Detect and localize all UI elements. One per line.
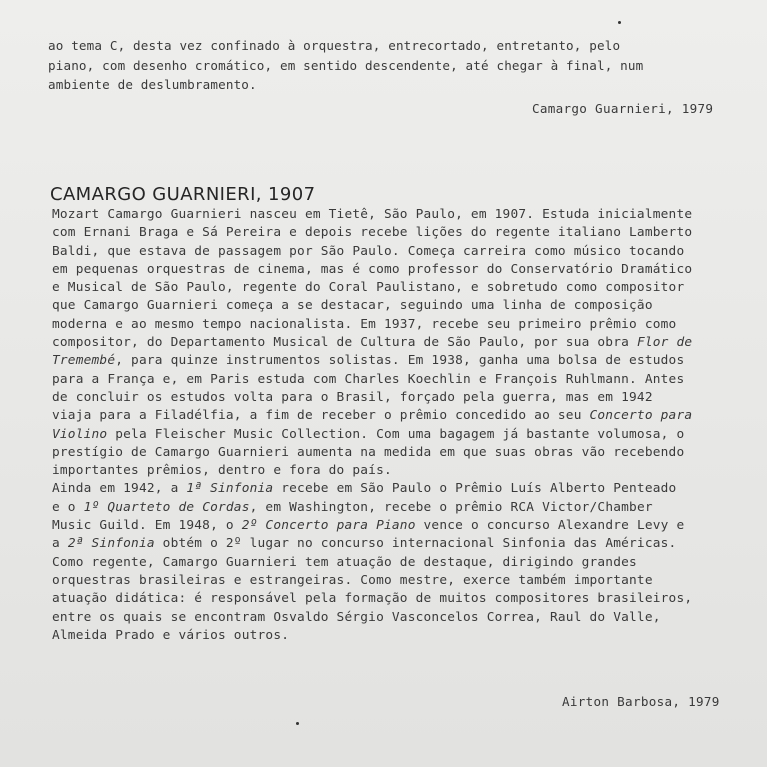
biography-line <box>52 371 692 389</box>
intro-paragraph <box>48 36 643 95</box>
work-title: 2ª Sinfonia <box>67 536 155 552</box>
biography-line <box>52 297 692 315</box>
text-segment: compositor, do Departamento Musical de Cultura de São Paulo, por sua obra <box>52 335 637 351</box>
page-speck-bottom <box>296 722 299 725</box>
biography-line <box>52 444 692 462</box>
biography-line <box>52 261 692 279</box>
biography-line <box>52 407 692 425</box>
text-segment: Ainda em 1942, a <box>52 481 187 497</box>
biography-line <box>52 243 692 261</box>
biography-line <box>52 535 692 553</box>
text-segment: orquestras brasileiras e estrangeiras. Como mestre, exerce também importante <box>52 572 653 588</box>
biography-signature: Airton Barbosa, 1979 <box>562 694 720 709</box>
biography-line <box>52 590 692 608</box>
text-segment: pela Fleischer Music Collection. Com uma bagagem já bastante volumosa, o <box>107 426 685 442</box>
text-segment: atuação didática: é responsável pela formação de muitos compositores brasileiros, <box>52 591 693 607</box>
work-title: Violino <box>52 426 108 442</box>
text-segment: para a França e, em Paris estuda com Charles Koechlin e François Ruhlmann. Antes <box>52 371 685 387</box>
biography-line <box>52 480 692 498</box>
biography-line <box>52 389 692 407</box>
text-segment: e o <box>52 499 84 515</box>
page-speck-top <box>618 21 621 24</box>
text-segment: importantes prêmios, dentro e fora do país. <box>52 463 392 479</box>
biography-line <box>52 316 692 334</box>
biography-line <box>52 627 692 645</box>
text-segment: viaja para a Filadélfia, a fim de receber o prêmio concedido ao seu <box>52 408 590 424</box>
biography-line <box>52 609 692 627</box>
intro-line: piano, com desenho cromático, em sentido descendente, até chegar à final, num <box>48 57 644 73</box>
text-segment: e Musical de São Paulo, regente do Coral Paulistano, e sobretudo como compositor <box>52 280 685 296</box>
text-segment: Almeida Prado e vários outros. <box>52 627 290 643</box>
biography-line <box>52 224 692 242</box>
work-title: Flor de <box>636 335 693 351</box>
biography-line <box>52 554 692 572</box>
text-segment: Mozart Camargo Guarnieri nasceu em Tietê, São Paulo, em 1907. Estuda inicialmente <box>52 207 693 222</box>
section-heading: CAMARGO GUARNIERI, 1907 <box>50 184 316 206</box>
intro-line: ambiente de deslumbramento. <box>48 77 257 92</box>
biography-line <box>52 334 692 352</box>
work-title: Tremembé <box>52 353 116 369</box>
biography-line <box>52 462 692 480</box>
text-segment: que Camargo Guarnieri começa a se destacar, seguindo uma linha de composição <box>52 298 653 314</box>
text-segment: vence o concurso Alexandre Levy e <box>415 518 685 534</box>
intro-line: ao tema C, desta vez confinado à orquestra, entrecortado, entretanto, pelo <box>48 38 621 53</box>
text-segment: , em Washington, recebe o prêmio RCA Victor/Chamber <box>249 499 653 515</box>
biography-paragraph <box>52 206 692 645</box>
text-segment: entre os quais se encontram Osvaldo Sérgio Vasconcelos Correa, Raul do Valle, <box>52 609 661 625</box>
biography-line <box>52 279 692 297</box>
work-title: 2º Concerto para Piano <box>241 518 416 534</box>
text-segment: obtém o 2º lugar no concurso internacional Sinfonia das Américas. <box>154 536 677 552</box>
biography-line <box>52 517 692 535</box>
text-segment: Como regente, Camargo Guarnieri tem atuação de destaque, dirigindo grandes <box>52 554 637 570</box>
text-segment: Music Guild. Em 1948, o <box>52 518 242 534</box>
biography-line <box>52 499 692 517</box>
biography-line <box>52 206 692 224</box>
biography-line <box>52 572 692 590</box>
text-segment: prestígio de Camargo Guarnieri aumenta na medida em que suas obras vão recebendo <box>52 444 685 460</box>
text-segment: Baldi, que estava de passagem por São Paulo. Começa carreira como músico tocando <box>52 243 685 259</box>
work-title: 1º Quarteto de Cordas <box>83 499 250 515</box>
work-title: 1ª Sinfonia <box>186 481 274 497</box>
text-segment: , para quinze instrumentos solistas. Em 1938, ganha uma bolsa de estudos <box>115 353 685 369</box>
text-segment: a <box>52 536 68 552</box>
biography-line <box>52 426 692 444</box>
text-segment: moderna e ao mesmo tempo nacionalista. Em 1937, recebe seu primeiro prêmio como <box>52 316 677 332</box>
biography-line <box>52 352 692 370</box>
work-title: Concerto para <box>589 408 693 424</box>
intro-signature: Camargo Guarnieri, 1979 <box>532 101 714 116</box>
text-segment: recebe em São Paulo o Prêmio Luís Alberto Penteado <box>273 481 677 497</box>
text-segment: em pequenas orquestras de cinema, mas é como professor do Conservatório Dramático <box>52 261 693 277</box>
text-segment: de concluir os estudos volta para o Brasil, forçado pela guerra, mas em 1942 <box>52 389 653 405</box>
text-segment: com Ernani Braga e Sá Pereira e depois recebe lições do regente italiano Lamberto <box>52 225 693 241</box>
